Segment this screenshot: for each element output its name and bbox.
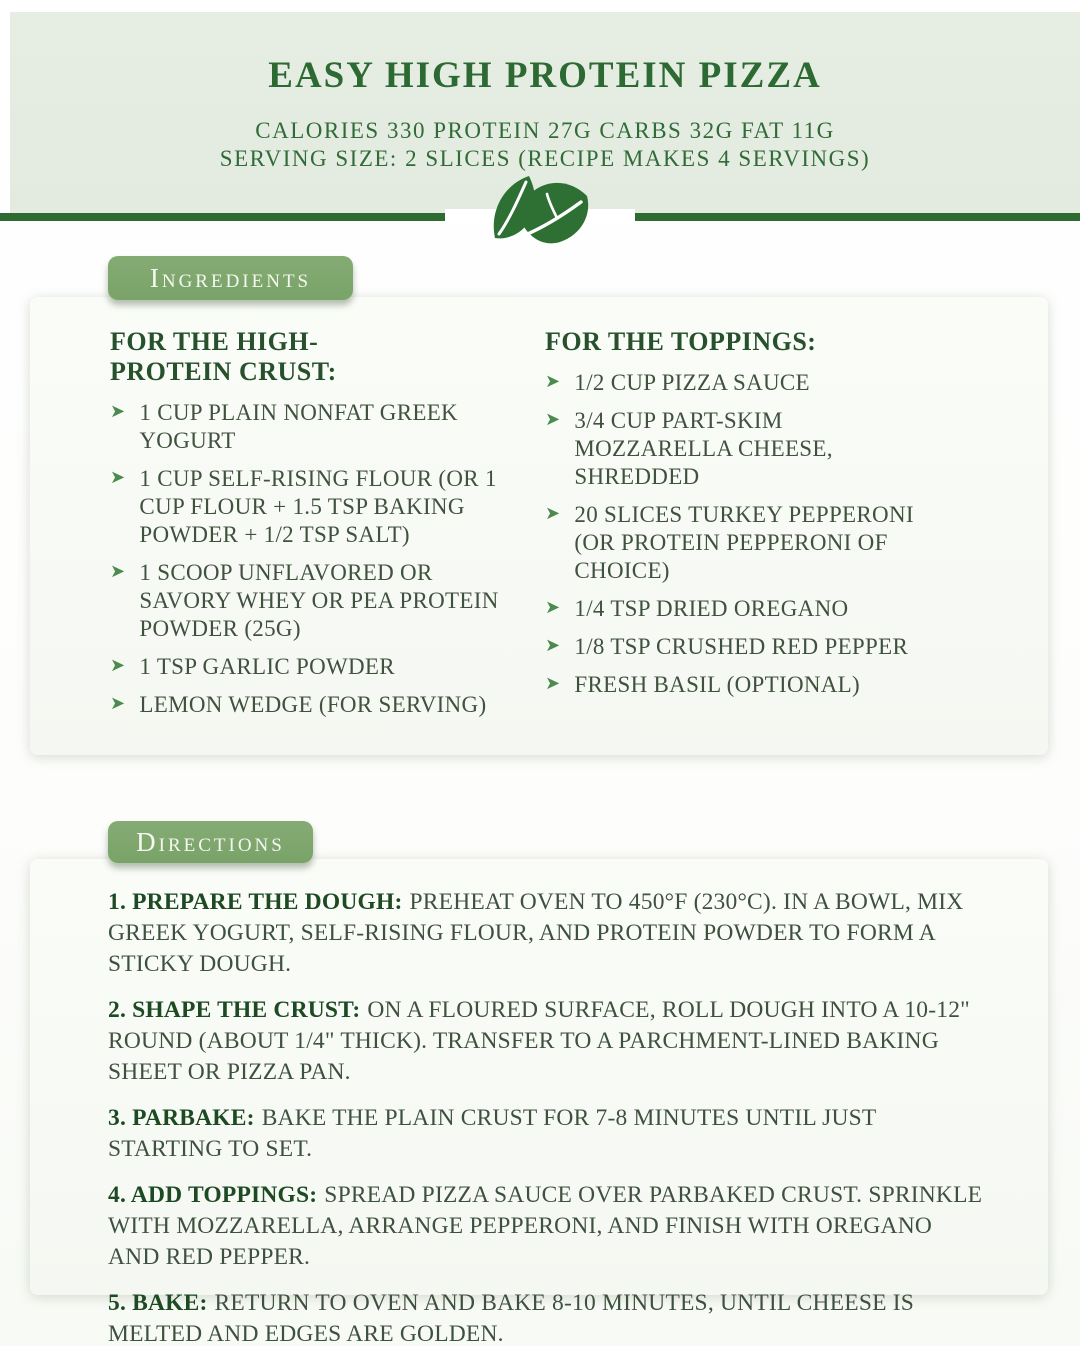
direction-step (108, 887, 988, 980)
direction-step (108, 1288, 988, 1346)
list-item (545, 501, 945, 585)
ingredient-text: 1/4 TSP DRIED OREGANO (574, 596, 849, 622)
list-item (110, 653, 510, 681)
ingredients-section-badge: Ingredients (108, 256, 353, 300)
arrow-bullet-icon: ➤ (110, 561, 126, 583)
step-lead: 4. ADD TOPPINGS: (108, 1182, 318, 1209)
directions-card (30, 859, 1048, 1346)
step-lead: 1. PREPARE THE DOUGH: (108, 889, 403, 915)
list-item (110, 559, 510, 643)
directions-section-badge: Directions (108, 821, 313, 863)
step-text: PREHEAT OVEN TO 450°F (230°C). IN A BOWL, MIX GREEK YOGURT, SELF-RISING FLOUR, AND PROTEIN POWDER TO FORM A STICKY DOUGH. (108, 889, 964, 978)
arrow-bullet-icon: ➤ (110, 693, 126, 715)
step-text: RETURN TO OVEN AND BAKE 8-10 MINUTES, UNTIL CHEESE IS MELTED AND EDGES ARE GOLDEN. (108, 1290, 915, 1346)
step-lead: 2. SHAPE THE CRUST: (108, 997, 361, 1024)
ingredient-text: 1 SCOOP UNFLAVORED OR SAVORY WHEY OR PEA PROTEIN POWDER (25G) (139, 560, 499, 642)
ingredient-text: 20 SLICES TURKEY PEPPERONI (OR PROTEIN PEPPERONI OF CHOICE) (574, 502, 914, 584)
ingredients-column-crust (110, 327, 545, 729)
arrow-bullet-icon: ➤ (545, 503, 561, 525)
ingredient-text: FRESH BASIL (OPTIONAL) (574, 672, 860, 698)
arrow-bullet-icon: ➤ (110, 400, 126, 422)
step-text: SPREAD PIZZA SAUCE OVER PARBAKED CRUST. SPRINKLE WITH MOZZARELLA, ARRANGE PEPPERONI, AND FINISH WITH OREGANO AND RED PEPPER. (108, 1182, 983, 1271)
list-item (110, 399, 510, 455)
arrow-bullet-icon: ➤ (545, 370, 561, 392)
leaf-icon (485, 172, 595, 258)
arrow-bullet-icon: ➤ (545, 408, 561, 430)
ingredient-text: LEMON WEDGE (FOR SERVING) (139, 692, 487, 718)
ingredients-column-toppings (545, 327, 1018, 729)
ingredients-card (30, 297, 1048, 755)
ingredient-text: 1/2 CUP PIZZA SAUCE (574, 369, 810, 395)
direction-step (108, 1103, 988, 1165)
ingredient-text: 1 CUP PLAIN NONFAT GREEK YOGURT (139, 399, 458, 453)
list-item (545, 407, 945, 491)
crust-heading: FOR THE HIGH-PROTEIN CRUST: (110, 327, 337, 386)
nutrition-facts-line: CALORIES 330 PROTEIN 27G CARBS 32G FAT 11G (255, 118, 835, 143)
serving-size-line: SERVING SIZE: 2 SLICES (RECIPE MAKES 4 SERVINGS) (219, 145, 871, 171)
direction-step (108, 1180, 988, 1273)
step-text: ON A FLOURED SURFACE, ROLL DOUGH INTO A 10-12" ROUND (ABOUT 1/4" THICK). TRANSFER TO A PARCHMENT-LINED BAKING SHEET OR PIZZA PAN. (108, 997, 970, 1086)
arrow-bullet-icon: ➤ (110, 466, 126, 488)
direction-step (108, 995, 988, 1088)
ingredient-text: 1/8 TSP CRUSHED RED PEPPER (574, 634, 909, 660)
page-title: EASY HIGH PROTEIN PIZZA (268, 55, 822, 96)
toppings-heading: FOR THE TOPPINGS: (545, 327, 817, 356)
toppings-ingredient-list (545, 369, 1018, 699)
arrow-bullet-icon: ➤ (545, 673, 561, 695)
list-item (545, 369, 945, 397)
list-item (110, 465, 510, 549)
ingredient-text: 1 CUP SELF-RISING FLOUR (OR 1 CUP FLOUR + 1.5 TSP BAKING POWDER + 1/2 TSP SALT) (139, 465, 497, 547)
ingredient-text: 1 TSP GARLIC POWDER (139, 654, 395, 680)
list-item (545, 633, 945, 661)
list-item (545, 595, 945, 623)
arrow-bullet-icon: ➤ (545, 597, 561, 619)
list-item (110, 691, 510, 719)
arrow-bullet-icon: ➤ (545, 635, 561, 657)
ingredient-text: 3/4 CUP PART-SKIM MOZZARELLA CHEESE, SHREDDED (574, 407, 833, 490)
step-lead: 5. BAKE: (108, 1290, 208, 1317)
list-item (545, 671, 945, 699)
step-lead: 3. PARBAKE: (108, 1105, 255, 1132)
crust-ingredient-list (110, 399, 545, 719)
arrow-bullet-icon: ➤ (110, 655, 126, 677)
step-text: BAKE THE PLAIN CRUST FOR 7-8 MINUTES UNTIL JUST STARTING TO SET. (108, 1105, 877, 1163)
